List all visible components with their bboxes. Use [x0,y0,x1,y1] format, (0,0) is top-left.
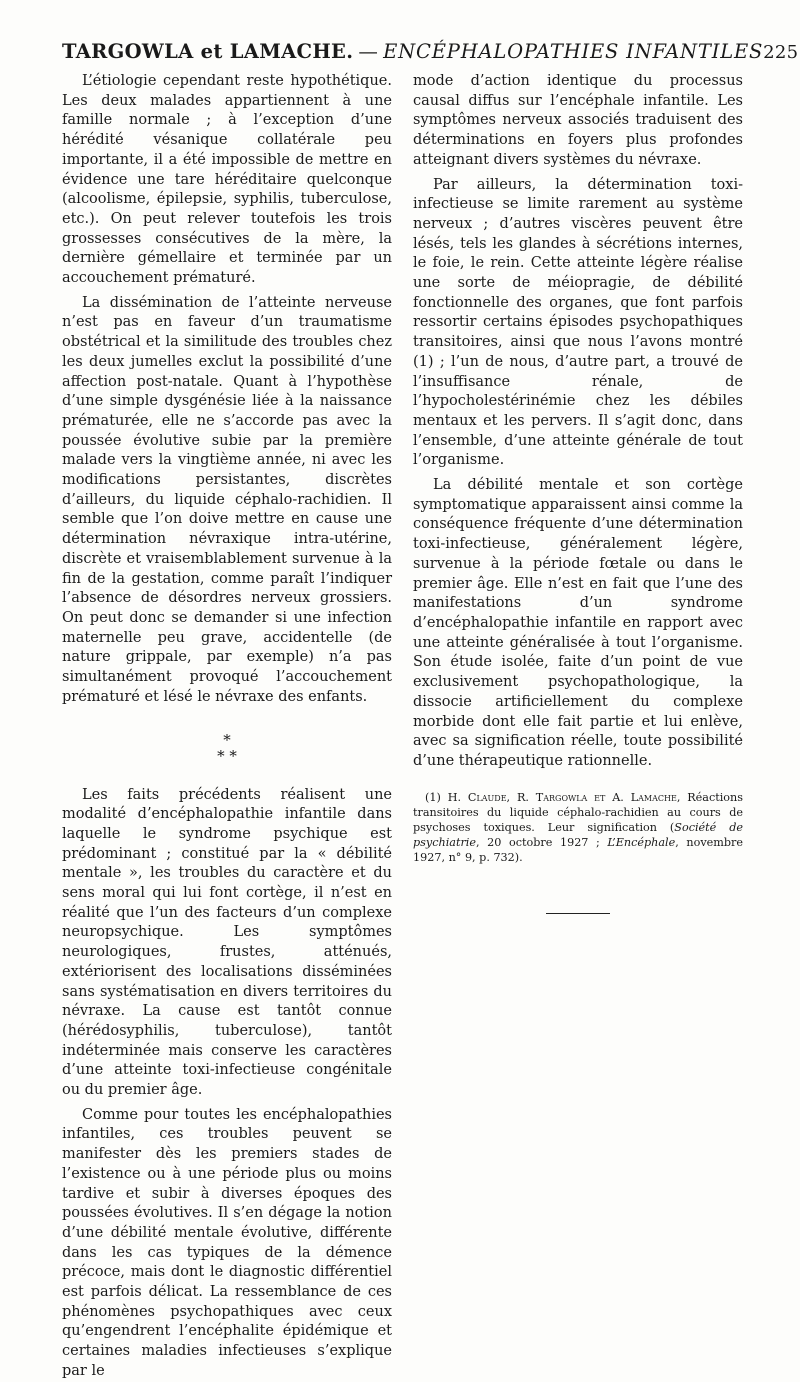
footnote-journal-1: Société de psychiatrie [413,820,743,849]
left-column [62,72,392,1382]
footnote [413,790,743,865]
header-topic: ENCÉPHALOPATHIES INFANTILES [383,40,764,63]
footnote-marker: (1) [425,790,441,804]
footnote-middle: , 20 octobre 1927 ; [475,835,600,849]
paragraph-conclusion: La débilité mentale et son cortège symptomatique apparaissent ainsi comme la conséquence fréquente d’une détermination toxi-infectieuse, généralement légère, survenue à la période fœtale ou dans le premier âge. Elle n’est en fait que l’une des manifestations d’un syndrome d’encéphalopathie infantile en rapport avec une atteinte généralisée à tout l’organisme. Son étude isolée, faite d’un point de vue exclusivement psychopathologique, la dissocie artificiellement du complexe morbide dont elle fait partie et lui enlève, avec sa signification réelle, toute possibilité d’une thérapeutique rationnelle. [413,477,743,769]
footnote-title: Réactions transitoires du liquide céphalo-rachidien au cours de psychoses toxiques. Leur signification ( [413,790,743,834]
footnote-journal-2: L’Encéphale [607,835,676,849]
running-header [62,40,799,63]
asterism-top: * [223,730,231,749]
footnote-end: , novembre 1927, n° 9, p. 732). [413,835,744,864]
paragraph-modality: Les faits précédents réalisent une modalité d’encéphalopathie infantile dans laquelle le syndrome psychique est prédominant ; constitué par la « débilité mentale », les troubles du caractère et du sens moral qui lui font cortège, il n’est en réalité que l’un des facteurs d’un complexe neuropsychique. Les symptômes neurologiques, frustes, atténués, extériorisent des localisations disséminées sans systématisation en divers territoires du névraxe. La cause est tantôt connue (hérédosyphilis, tuberculose), tantôt indéterminée mais conserve les caractères d’une atteinte toxi-infectieuse congénitale ou du premier âge. [62,786,392,1099]
footnote-authors: H. Claude, R. Targowla et A. Lamache, [447,790,681,804]
end-rule [546,913,610,914]
paragraph-toxi-infectious: Par ailleurs, la détermination toxi-infectieuse se limite rarement au système nerveux ; d’autres viscères peuvent être lésés, tels les glandes à sécrétions internes, le foie, le rein. Cette atteinte légère réalise une sorte de méiopragie, de débilité fonctionnelle des organes, que font parfois ressortir certains épisodes psychopathiques transitoires, ainsi que nous l’avons montré (1) ; l’un de nous, d’autre part, a trouvé de l’insuffisance rénale, de l’hypocholestérinémie chez les débiles mentaux et les pervers. Il s’agit donc, dans l’ensemble, d’une atteinte générale de tout l’organisme. [413,176,743,469]
paragraph-evolution: Comme pour toutes les encéphalopathies infantiles, ces troubles peuvent se manifester dès les premiers stades de l’existence ou à une période plus ou moins tardive et subir à diverses époques des poussées évolutives. Il s’en dégage la notion d’une débilité mentale évolutive, différente dans les cas typiques de la démence précoce, mais dont le diagnostic différentiel est parfois délicat. La ressemblance de ces phénomènes psychopathiques avec ceux qu’engendrent l’encéphalite épidémique et certaines maladies infectieuses s’explique par le [62,1106,392,1379]
paragraph-etiology: L’étiologie cependant reste hypothétique. Les deux malades appartiennent à une famille normale ; à l’exception d’une hérédité vésanique collatérale peu importante, il a été impossible de mettre en évidence une tare héréditaire quelconque (alcoolisme, épilepsie, syphilis, tuberculose, etc.). On peut relever toutefois les trois grossesses consécutives de la mère, la dernière gémellaire et terminée par un accouchement prématuré. [62,73,392,287]
right-column [413,72,743,914]
header-dash: — [358,40,379,63]
page-number: 225 [763,42,799,63]
asterism-bottom: * * [217,746,237,765]
header-authors: TARGOWLA et LAMACHE. [62,40,354,63]
paragraph-continuation: mode d’action identique du processus causal diffus sur l’encéphale infantile. Les symptômes nerveux associés traduisent des déterminations en foyers plus profondes atteignant divers systèmes du névraxe. [413,73,743,168]
paragraph-dissemination: La dissémination de l’atteinte nerveuse n’est pas en faveur d’un traumatisme obstétrical et la similitude des troubles chez les deux jumelles exclut la possibilité d’une affection post-natale. Quant à l’hypothèse d’une simple dysgénésie liée à la naissance prématurée, elle ne s’accorde pas avec la poussée évolutive subie par la première malade vers la vingtième année, ni avec les modifications persistantes, discrètes d’ailleurs, du liquide céphalo-rachidien. Il semble que l’on doive mettre en cause une détermination névraxique intra-utérine, discrète et vraisemblablement survenue à la fin de la gestation, comme paraît l’indiquer l’absence de désordres nerveux grossiers. On peut donc se demander si une infection maternelle peu grave, accidentelle (de nature grippale, par exemple) n’a pas simultanément provoqué l’accouchement prématuré et lésé le névraxe des enfants. [62,294,392,705]
asterism-separator [62,732,392,764]
